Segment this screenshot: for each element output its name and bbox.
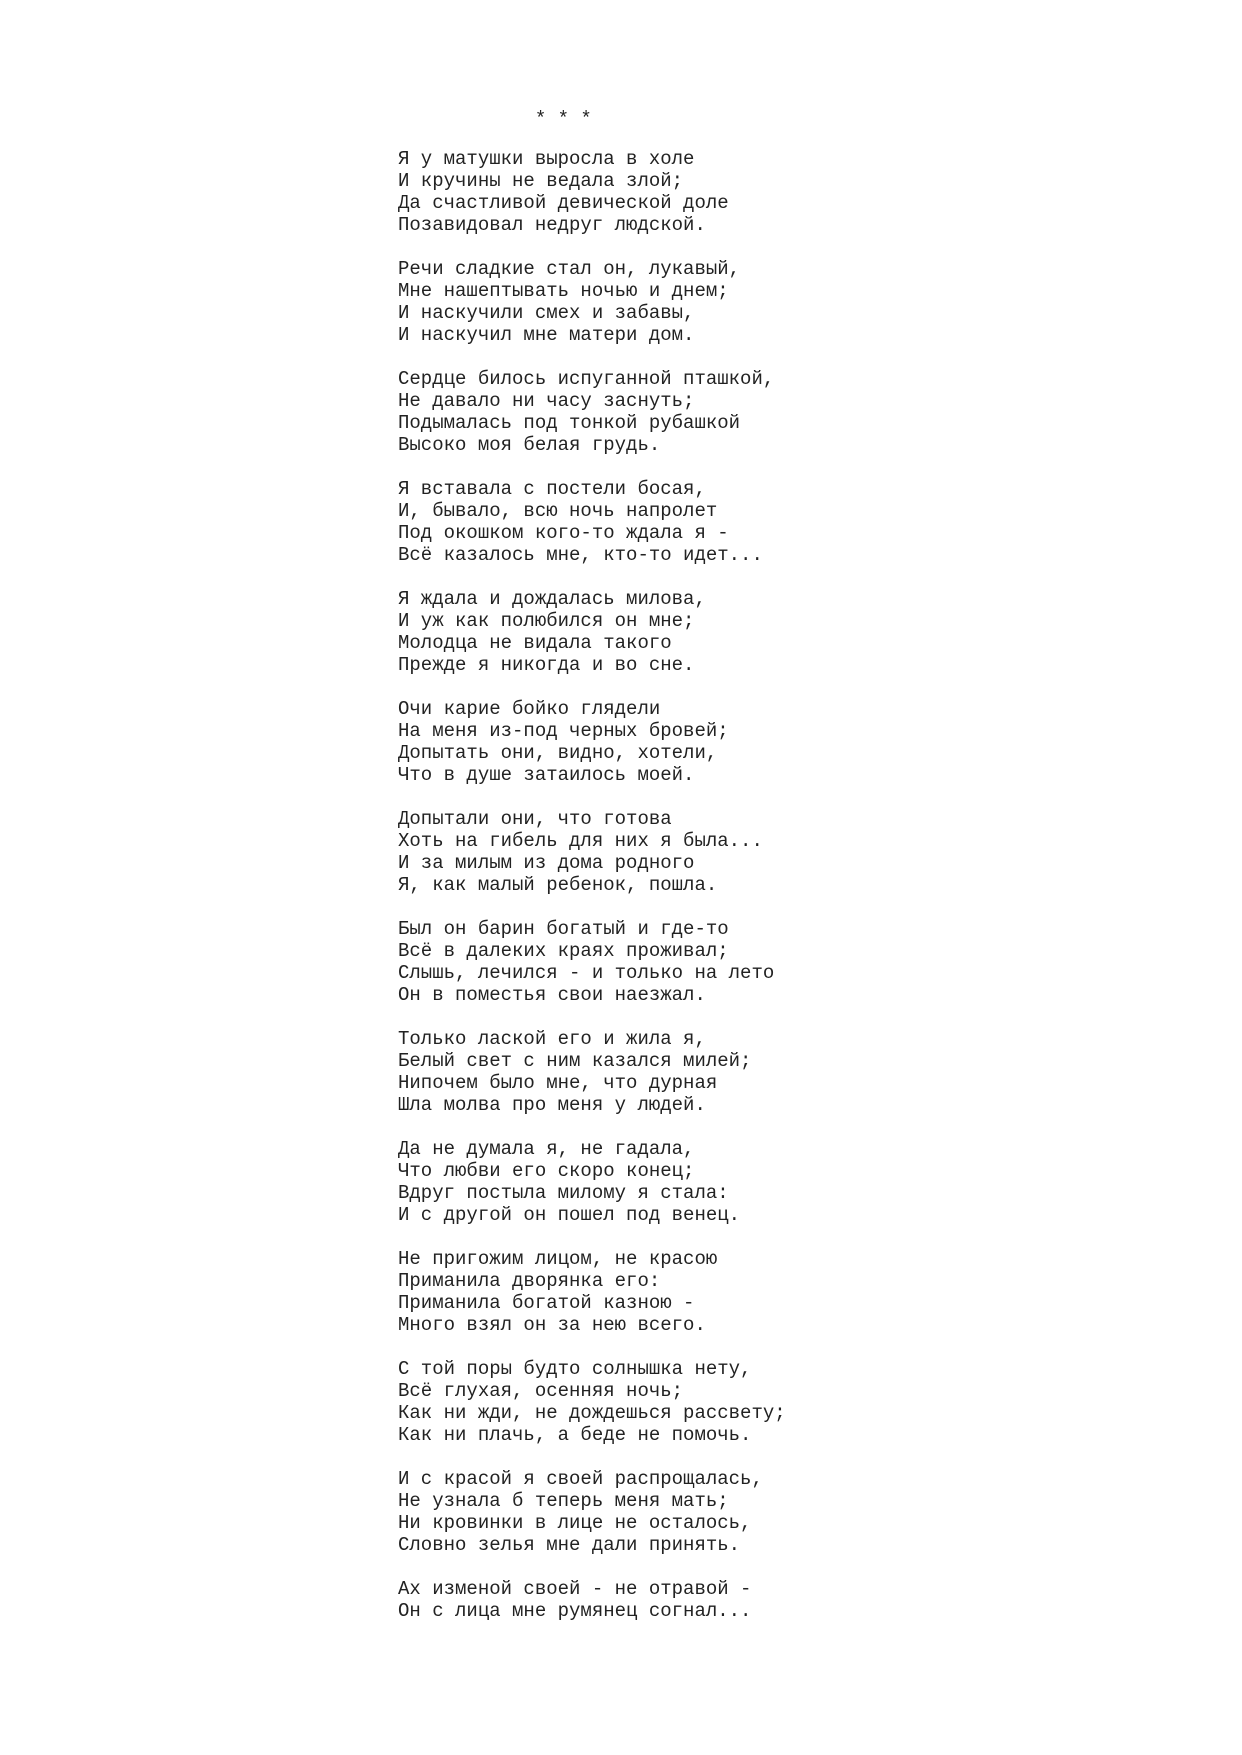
poem-line: Молодца не видала такого	[398, 632, 672, 654]
stanza-list	[398, 148, 786, 1622]
poem-line: И кручины не ведала злой;	[398, 170, 684, 192]
poem-line: И с красой я своей распрощалась,	[398, 1468, 763, 1490]
poem-line: И с другой он пошел под венец.	[398, 1204, 741, 1226]
stanza	[398, 148, 786, 236]
poem-line: Всё в далеких краях проживал;	[398, 940, 729, 962]
stanza	[398, 1468, 786, 1556]
poem-line: Что любви его скоро конец;	[398, 1160, 695, 1182]
poem-line: Был он барин богатый и где-то	[398, 918, 729, 940]
poem-line: И, бывало, всю ночь напролет	[398, 500, 718, 522]
poem-line: Очи карие бойко глядели	[398, 698, 661, 720]
poem-line: Допытать они, видно, хотели,	[398, 742, 718, 764]
poem-line: Вдруг постыла милому я стала:	[398, 1182, 729, 1204]
poem-line: Я ждала и дождалась милова,	[398, 588, 706, 610]
poem-line: Приманила дворянка его:	[398, 1270, 661, 1292]
poem-line: И наскучил мне матери дом.	[398, 324, 695, 346]
poem-line: Он с лица мне румянец согнал...	[398, 1600, 752, 1622]
poem-line: Прежде я никогда и во сне.	[398, 654, 695, 676]
stanza	[398, 1028, 786, 1116]
poem-line: Слышь, лечился - и только на лето	[398, 962, 775, 984]
poem-line: Как ни плачь, а беде не помочь.	[398, 1424, 752, 1446]
poem	[398, 108, 786, 1644]
stanza	[398, 368, 786, 456]
poem-line: Речи сладкие стал он, лукавый,	[398, 258, 741, 280]
poem-line: Я у матушки выросла в холе	[398, 148, 695, 170]
poem-line: Позавидовал недруг людской.	[398, 214, 706, 236]
stanza	[398, 1578, 786, 1622]
poem-line: Не давало ни часу заснуть;	[398, 390, 695, 412]
poem-line: И наскучили смех и забавы,	[398, 302, 695, 324]
stanza	[398, 588, 786, 676]
stanza	[398, 1248, 786, 1336]
poem-line: Ни кровинки в лице не осталось,	[398, 1512, 752, 1534]
poem-line: Только лаской его и жила я,	[398, 1028, 706, 1050]
stanza	[398, 478, 786, 566]
poem-line: Как ни жди, не дождешься рассвету;	[398, 1402, 786, 1424]
poem-line: Он в поместья свои наезжал.	[398, 984, 706, 1006]
poem-line: С той поры будто солнышка нету,	[398, 1358, 752, 1380]
poem-line: Не пригожим лицом, не красою	[398, 1248, 718, 1270]
poem-line: Словно зелья мне дали принять.	[398, 1534, 741, 1556]
poem-line: Ах изменой своей - не отравой -	[398, 1578, 752, 1600]
poem-line: Да не думала я, не гадала,	[398, 1138, 695, 1160]
poem-line: Я вставала с постели босая,	[398, 478, 706, 500]
poem-line: Да счастливой девической доле	[398, 192, 729, 214]
stanza	[398, 698, 786, 786]
stanza	[398, 258, 786, 346]
poem-line: И уж как полюбился он мне;	[398, 610, 695, 632]
stanza	[398, 1358, 786, 1446]
poem-line: И за милым из дома родного	[398, 852, 695, 874]
poem-line: Подымалась под тонкой рубашкой	[398, 412, 741, 434]
stanza	[398, 918, 786, 1006]
poem-line: На меня из-под черных бровей;	[398, 720, 729, 742]
poem-line: Шла молва про меня у людей.	[398, 1094, 706, 1116]
poem-line: Мне нашептывать ночью и днем;	[398, 280, 729, 302]
poem-line: Всё глухая, осенняя ночь;	[398, 1380, 684, 1402]
poem-line: Нипочем было мне, что дурная	[398, 1072, 718, 1094]
stanza	[398, 808, 786, 896]
poem-line: Много взял он за нею всего.	[398, 1314, 706, 1336]
poem-line: Под окошком кого-то ждала я -	[398, 522, 729, 544]
stanza	[398, 1138, 786, 1226]
poem-line: Сердце билось испуганной пташкой,	[398, 368, 775, 390]
poem-line: Не узнала б теперь меня мать;	[398, 1490, 729, 1512]
poem-line: Всё казалось мне, кто-то идет...	[398, 544, 763, 566]
poem-line: Высоко моя белая грудь.	[398, 434, 661, 456]
poem-line: Белый свет с ним казался милей;	[398, 1050, 752, 1072]
poem-line: Приманила богатой казною -	[398, 1292, 695, 1314]
poem-line: Хоть на гибель для них я была...	[398, 830, 763, 852]
poem-line: Допытали они, что готова	[398, 808, 672, 830]
section-divider: * * *	[398, 108, 592, 130]
poem-line: Что в душе затаилось моей.	[398, 764, 695, 786]
poem-line: Я, как малый ребенок, пошла.	[398, 874, 718, 896]
